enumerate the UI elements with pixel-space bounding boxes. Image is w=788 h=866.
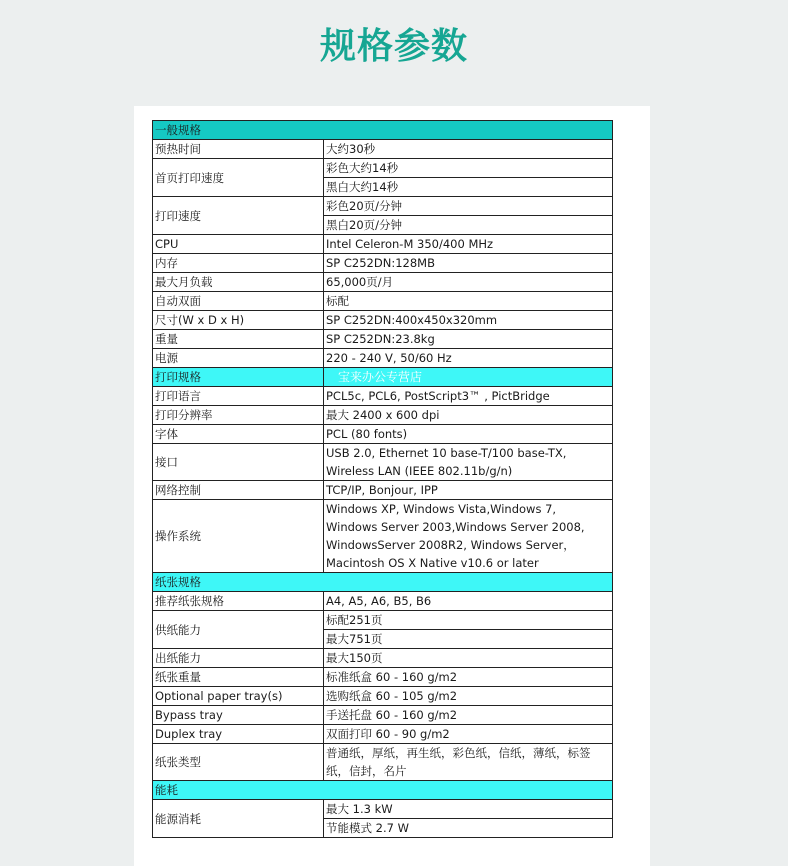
page-title: 规格参数 — [319, 26, 468, 67]
row-value: 手送托盘 60 - 160 g/m2 — [324, 706, 613, 725]
row-value: 黑白20页/分钟 — [324, 216, 613, 235]
row-label: 纸张类型 — [153, 744, 324, 781]
table-row — [153, 387, 613, 406]
row-label: 尺寸(W x D x H) — [153, 311, 324, 330]
table-row — [153, 481, 613, 500]
row-value: 标配251页 — [324, 611, 613, 630]
table-row — [153, 425, 613, 444]
row-value: PCL (80 fonts) — [324, 425, 613, 444]
row-value: TCP/IP, Bonjour, IPP — [324, 481, 613, 500]
table-row — [153, 292, 613, 311]
row-value: Windows XP, Windows Vista,Windows 7, Windows Server 2003,Windows Server 2008, WindowsServer 2008R2, Windows Server， Macintosh OS X Native v10.6 or later — [324, 500, 613, 573]
row-value: 双面打印 60 - 90 g/m2 — [324, 725, 613, 744]
table-row — [153, 197, 613, 216]
row-value: 最大751页 — [324, 630, 613, 649]
section-header-print — [153, 368, 613, 387]
row-label: 自动双面 — [153, 292, 324, 311]
row-value: 最大150页 — [324, 649, 613, 668]
row-value: SP C252DN:128MB — [324, 254, 613, 273]
row-label: 供纸能力 — [153, 611, 324, 649]
table-row — [153, 406, 613, 425]
row-value: 彩色大约14秒 — [324, 159, 613, 178]
row-label: 字体 — [153, 425, 324, 444]
row-value: Intel Celeron-M 350/400 MHz — [324, 235, 613, 254]
table-row — [153, 330, 613, 349]
row-label: Duplex tray — [153, 725, 324, 744]
row-label: 能源消耗 — [153, 800, 324, 838]
row-value: 普通纸，厚纸，再生纸，彩色纸，信纸，薄纸，标签纸，信封，名片 — [324, 744, 613, 781]
section-header-general — [153, 121, 613, 140]
row-label: Bypass tray — [153, 706, 324, 725]
row-value: 标准纸盒 60 - 160 g/m2 — [324, 668, 613, 687]
row-value: 节能模式 2.7 W — [324, 819, 613, 838]
row-value: 65,000页/月 — [324, 273, 613, 292]
row-label: CPU — [153, 235, 324, 254]
row-value: 220 - 240 V, 50/60 Hz — [324, 349, 613, 368]
table-row — [153, 649, 613, 668]
table-row — [153, 349, 613, 368]
table-row — [153, 254, 613, 273]
row-label: Optional paper tray(s) — [153, 687, 324, 706]
row-value: 最大 1.3 kW — [324, 800, 613, 819]
row-label: 电源 — [153, 349, 324, 368]
row-value: A4, A5, A6, B5, B6 — [324, 592, 613, 611]
row-value: 最大 2400 x 600 dpi — [324, 406, 613, 425]
section-header-paper — [153, 573, 613, 592]
table-row — [153, 159, 613, 178]
section-title: 打印规格 — [153, 368, 324, 387]
row-value: PCL5c, PCL6, PostScript3™ , PictBridge — [324, 387, 613, 406]
table-row — [153, 800, 613, 819]
row-label: 打印速度 — [153, 197, 324, 235]
section-title: 能耗 — [153, 781, 613, 800]
table-row — [153, 235, 613, 254]
table-row — [153, 140, 613, 159]
row-value: USB 2.0, Ethernet 10 base-T/100 base-TX, Wireless LAN (IEEE 802.11b/g/n) — [324, 444, 613, 481]
section-header-power — [153, 781, 613, 800]
table-row — [153, 273, 613, 292]
row-label: 内存 — [153, 254, 324, 273]
row-label: 打印语言 — [153, 387, 324, 406]
section-title: 纸张规格 — [153, 573, 613, 592]
table-row — [153, 500, 613, 573]
row-label: 首页打印速度 — [153, 159, 324, 197]
table-row — [153, 444, 613, 481]
row-value: 黑白大约14秒 — [324, 178, 613, 197]
row-label: 接口 — [153, 444, 324, 481]
shop-watermark: 宝来办公专营店 — [338, 370, 423, 384]
table-row — [153, 687, 613, 706]
table-row — [153, 668, 613, 687]
row-label: 网络控制 — [153, 481, 324, 500]
row-value: 大约30秒 — [324, 140, 613, 159]
table-row — [153, 592, 613, 611]
row-value: SP C252DN:23.8kg — [324, 330, 613, 349]
row-label: 预热时间 — [153, 140, 324, 159]
table-row — [153, 725, 613, 744]
row-label: 重量 — [153, 330, 324, 349]
table-row — [153, 311, 613, 330]
row-value: 选购纸盒 60 - 105 g/m2 — [324, 687, 613, 706]
table-row — [153, 744, 613, 781]
row-value: 标配 — [324, 292, 613, 311]
row-value: SP C252DN:400x450x320mm — [324, 311, 613, 330]
row-label: 操作系统 — [153, 500, 324, 573]
spec-table — [152, 120, 613, 838]
row-label: 最大月负载 — [153, 273, 324, 292]
table-row — [153, 706, 613, 725]
section-title: 一般规格 — [153, 121, 613, 140]
row-label: 推荐纸张规格 — [153, 592, 324, 611]
row-value: 彩色20页/分钟 — [324, 197, 613, 216]
row-label: 纸张重量 — [153, 668, 324, 687]
row-label: 出纸能力 — [153, 649, 324, 668]
row-label: 打印分辨率 — [153, 406, 324, 425]
table-row — [153, 611, 613, 630]
